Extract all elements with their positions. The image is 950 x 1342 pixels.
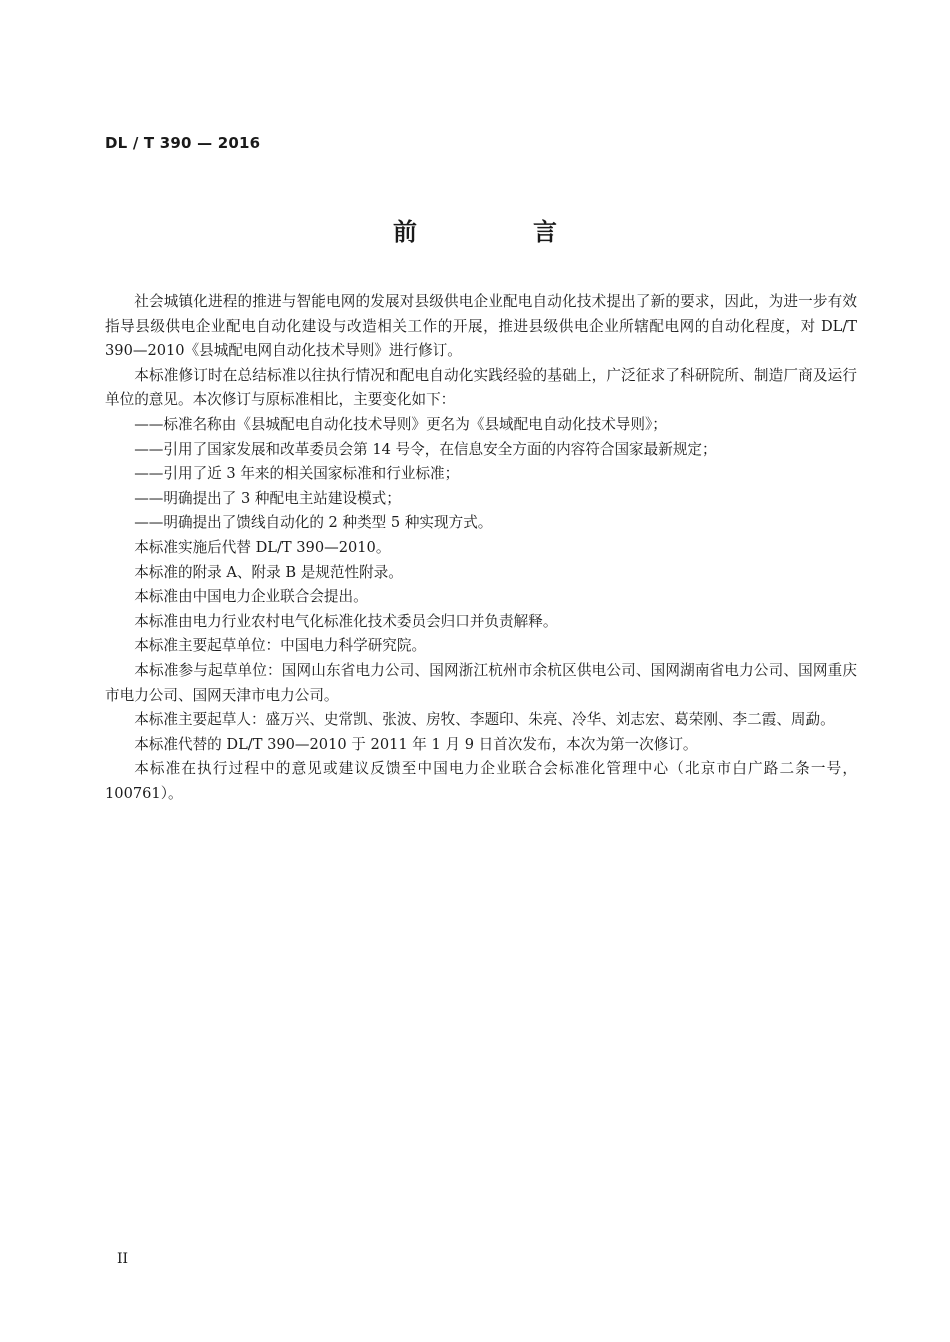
document-number-header: DL / T 390 — 2016 bbox=[105, 134, 261, 152]
paragraph-drafters: 本标准主要起草人：盛万兴、史常凯、张波、房牧、李题印、朱亮、冷华、刘志宏、葛荣刚、李二霞、周勐。 bbox=[134, 711, 835, 729]
change-item-feeder-automation: ——明确提出了馈线自动化的 2 种类型 5 种实现方式。 bbox=[134, 514, 493, 532]
paragraph-participating-orgs: 本标准参与起草单位：国网山东省电力公司、国网浙江杭州市余杭区供电公司、国网湖南省电力公司、国网重庆市电力公司、国网天津市电力公司。 bbox=[105, 661, 857, 704]
page-title: 前 言 bbox=[393, 218, 603, 246]
paragraph-feedback: 本标准在执行过程中的意见或建议反馈至中国电力企业联合会标准化管理中心（北京市白广路二条一号，100761）。 bbox=[105, 760, 857, 802]
paragraph-appendix: 本标准的附录 A、附录 B 是规范性附录。 bbox=[134, 563, 403, 581]
paragraph-responsible: 本标准由电力行业农村电气化标准化技术委员会归口并负责解释。 bbox=[134, 612, 558, 630]
paragraph-revision-summary: 本标准修订时在总结标准以往执行情况和配电自动化实践经验的基础上，广泛征求了科研院所、制造厂商及运行单位的意见。本次修订与原标准相比，主要变化如下： bbox=[105, 366, 857, 409]
paragraph-proposed-by: 本标准由中国电力企业联合会提出。 bbox=[134, 588, 368, 606]
change-item-order: ——引用了国家发展和改革委员会第 14 号令，在信息安全方面的内容符合国家最新规定； bbox=[134, 440, 717, 458]
change-item-standards: ——引用了近 3 年来的相关国家标准和行业标准； bbox=[134, 465, 460, 483]
foreword-body bbox=[105, 290, 857, 806]
change-item-master-station: ——明确提出了 3 种配电主站建设模式； bbox=[134, 489, 401, 507]
paragraph-replaces: 本标准实施后代替 DL/T 390—2010。 bbox=[134, 538, 391, 556]
change-item-name: ——标准名称由《县城配电自动化技术导则》更名为《县域配电自动化技术导则》； bbox=[134, 415, 667, 433]
page-number: II bbox=[117, 1251, 129, 1267]
paragraph-main-drafter-org: 本标准主要起草单位：中国电力科学研究院。 bbox=[134, 637, 427, 655]
paragraph-history: 本标准代替的 DL/T 390—2010 于 2011 年 1 月 9 日首次发布，本次为第一次修订。 bbox=[134, 735, 698, 753]
paragraph-intro: 社会城镇化进程的推进与智能电网的发展对县级供电企业配电自动化技术提出了新的要求，因此，为进一步有效指导县级供电企业配电自动化建设与改造相关工作的开展，推进县级供电企业所辖配电网的自动化程度，对 DL/T 390—2010《县城配电网自动化技术导则》进行修订。 bbox=[105, 293, 857, 360]
